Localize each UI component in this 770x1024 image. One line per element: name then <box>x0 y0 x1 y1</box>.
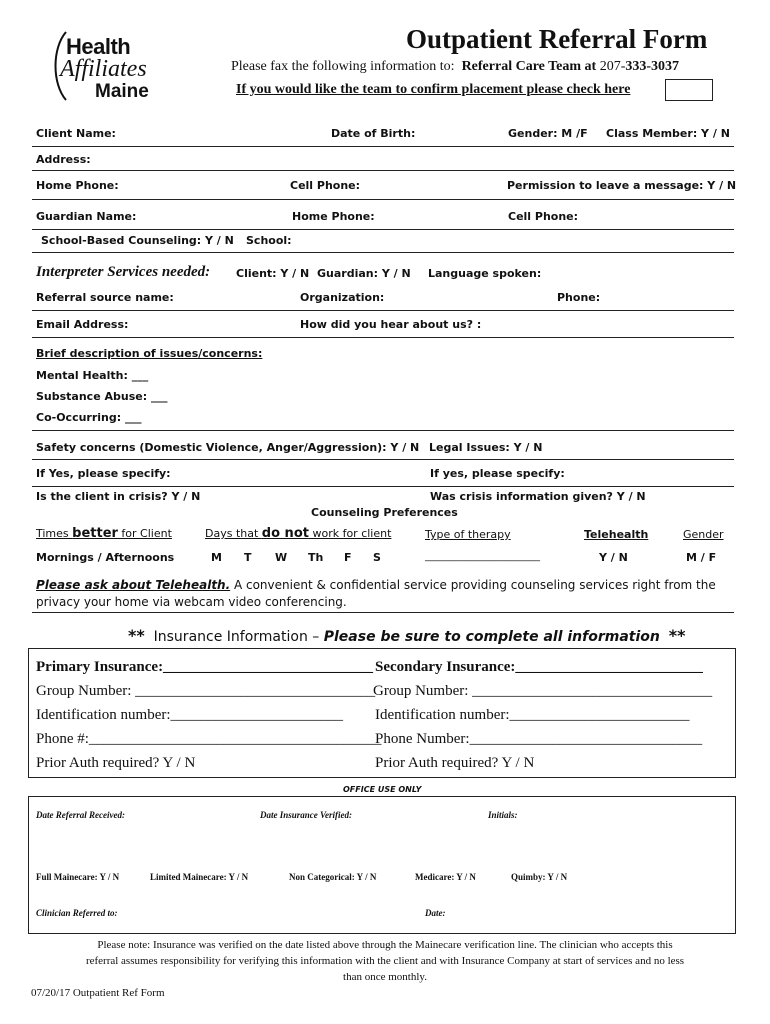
office-use-box <box>28 796 736 934</box>
hear-about-label: How did you hear about us? : <box>300 318 482 331</box>
home-phone-label: Home Phone: <box>36 179 119 192</box>
confirm-placement-text: If you would like the team to confirm placement please check here <box>236 82 631 97</box>
footer-note-line2: referral assumes responsibility for verifying this information with the client and with Insurance Company at start of services and no less <box>85 955 685 967</box>
non-categorical-label: Non Categorical: Y / N <box>289 872 377 882</box>
telehealth-note <box>36 578 716 592</box>
times-header-c: for Client <box>117 527 172 540</box>
fax-prefix: Please fax the following information to: <box>231 59 455 74</box>
divider <box>32 252 734 253</box>
quimby-label: Quimby: Y / N <box>511 872 568 882</box>
gender-label: Gender: M /F <box>508 127 588 140</box>
insurance-heading-text: Insurance Information – <box>153 629 320 645</box>
school-based-label: School-Based Counseling: Y / N <box>41 234 234 247</box>
cell-phone-label: Cell Phone: <box>290 179 361 192</box>
safety-concerns-label: Safety concerns (Domestic Violence, Anger/Aggression): Y / N <box>36 441 420 454</box>
substance-abuse-label: Substance Abuse: ___ <box>36 390 168 403</box>
address-label: Address: <box>36 153 91 166</box>
stars-left: ** <box>128 626 145 645</box>
footer-note-line1: Please note: Insurance was verified on the date listed above through the Mainecare verification line. The clinician who accepts this <box>97 939 673 951</box>
primary-group-number-field[interactable]: Group Number: ________________________________ <box>36 683 376 699</box>
divider <box>32 199 734 200</box>
logo-text-health: Health <box>66 34 131 59</box>
guardian-name-label: Guardian Name: <box>36 210 137 223</box>
referral-source-label: Referral source name: <box>36 291 174 304</box>
primary-phone-field[interactable]: Phone #:_______________________________________ <box>36 731 382 747</box>
gender-value[interactable]: M / F <box>686 551 717 564</box>
times-header-b: better <box>72 526 118 541</box>
divider <box>32 310 734 311</box>
divider <box>32 337 734 338</box>
primary-prior-auth[interactable]: Prior Auth required? Y / N <box>36 755 196 771</box>
co-occurring-label: Co-Occurring: ___ <box>36 411 142 424</box>
confirm-placement-checkbox[interactable] <box>665 79 713 101</box>
guardian-cell-phone-label: Cell Phone: <box>508 210 579 223</box>
primary-insurance-field[interactable]: Primary Insurance:____________________________ <box>36 659 374 675</box>
insurance-heading <box>128 626 686 645</box>
mental-health-label: Mental Health: ___ <box>36 369 149 382</box>
telehealth-header: Telehealth <box>584 528 649 541</box>
secondary-group-number-field[interactable]: Group Number: ________________________________ <box>373 683 713 699</box>
preferences-heading: Counseling Preferences <box>311 506 458 519</box>
divider <box>32 146 734 147</box>
limited-mainecare-label: Limited Mainecare: Y / N <box>150 872 249 882</box>
language-spoken-label: Language spoken: <box>428 267 542 280</box>
date-received-label: Date Referral Received: <box>36 810 125 820</box>
divider <box>32 486 734 487</box>
crisis-info-label: Was crisis information given? Y / N <box>430 490 646 503</box>
stars-right: ** <box>668 626 686 645</box>
initials-label: Initials: <box>488 810 518 820</box>
form-title: Outpatient Referral Form <box>406 24 708 54</box>
message-permission-label: Permission to leave a message: Y / N <box>507 179 737 192</box>
day-option-th[interactable]: Th <box>308 551 324 564</box>
guardian-home-phone-label: Home Phone: <box>292 210 375 223</box>
day-option-s[interactable]: S <box>373 551 381 564</box>
clinician-referred-label: Clinician Referred to: <box>36 908 118 918</box>
medicare-label: Medicare: Y / N <box>415 872 476 882</box>
email-label: Email Address: <box>36 318 129 331</box>
times-header-a: Times <box>36 527 73 540</box>
times-header <box>36 526 172 541</box>
days-header <box>205 526 391 541</box>
footer-note-line3: than once monthly. <box>343 971 427 983</box>
interpreter-heading: Interpreter Services needed: <box>36 264 211 280</box>
fax-number-prefix: 207- <box>599 59 626 74</box>
divider <box>32 459 734 460</box>
telehealth-note-line1: A convenient & confidential service providing counseling services right from the <box>230 578 716 592</box>
logo-text-maine: Maine <box>95 81 149 102</box>
divider <box>32 612 734 613</box>
full-mainecare-label: Full Mainecare: Y / N <box>36 872 120 882</box>
issues-heading: Brief description of issues/concerns: <box>36 347 263 360</box>
safety-specify-label: If Yes, please specify: <box>36 467 171 480</box>
therapy-header: Type of therapy <box>425 528 511 541</box>
form-revision: 07/20/17 Outpatient Ref Form <box>31 987 165 999</box>
day-option-f[interactable]: F <box>344 551 352 564</box>
client-name-label: Client Name: <box>36 127 116 140</box>
therapy-value[interactable]: _______________________ <box>425 551 540 562</box>
secondary-insurance-field[interactable]: Secondary Insurance:_________________________ <box>375 659 703 675</box>
telehealth-note-line2: privacy your home via webcam video conferencing. <box>36 595 347 609</box>
gender-header: Gender <box>683 528 724 541</box>
logo-text-affiliates: Affiliates <box>60 56 147 82</box>
secondary-id-field[interactable]: Identification number:________________________ <box>375 707 690 723</box>
days-header-b: do not <box>261 526 309 541</box>
office-use-heading: OFFICE USE ONLY <box>343 785 422 794</box>
times-value[interactable]: Mornings / Afternoons <box>36 551 175 564</box>
divider <box>32 229 734 230</box>
organization-label: Organization: <box>300 291 385 304</box>
crisis-label: Is the client in crisis? Y / N <box>36 490 201 503</box>
days-header-a: Days that <box>205 527 262 540</box>
secondary-prior-auth[interactable]: Prior Auth required? Y / N <box>375 755 535 771</box>
dob-label: Date of Birth: <box>331 127 416 140</box>
referral-phone-label: Phone: <box>557 291 601 304</box>
legal-specify-label: If yes, please specify: <box>430 467 565 480</box>
primary-id-field[interactable]: Identification number:_______________________ <box>36 707 344 723</box>
secondary-phone-field[interactable]: Phone Number:_______________________________ <box>375 731 703 747</box>
interpreter-guardian: Guardian: Y / N <box>317 267 411 280</box>
divider <box>32 430 734 431</box>
divider <box>32 170 734 171</box>
fax-number: 333-3037 <box>625 59 680 74</box>
telehealth-value[interactable]: Y / N <box>599 551 628 564</box>
days-header-c: work for client <box>308 527 392 540</box>
fax-instructions <box>231 59 679 75</box>
telehealth-note-lead: Please ask about Telehealth. <box>36 578 231 592</box>
date-verified-label: Date Insurance Verified: <box>260 810 352 820</box>
day-option-m[interactable]: M <box>211 551 222 564</box>
school-label: School: <box>246 234 292 247</box>
insurance-heading-note: Please be sure to complete all information <box>323 629 660 645</box>
legal-issues-label: Legal Issues: Y / N <box>429 441 543 454</box>
clinician-date-label: Date: <box>425 908 446 918</box>
day-option-t[interactable]: T <box>244 551 252 564</box>
class-member-label: Class Member: Y / N <box>606 127 730 140</box>
interpreter-client: Client: Y / N <box>236 267 310 280</box>
fax-team: Referral Care Team at <box>461 59 597 74</box>
day-option-w[interactable]: W <box>275 551 288 564</box>
